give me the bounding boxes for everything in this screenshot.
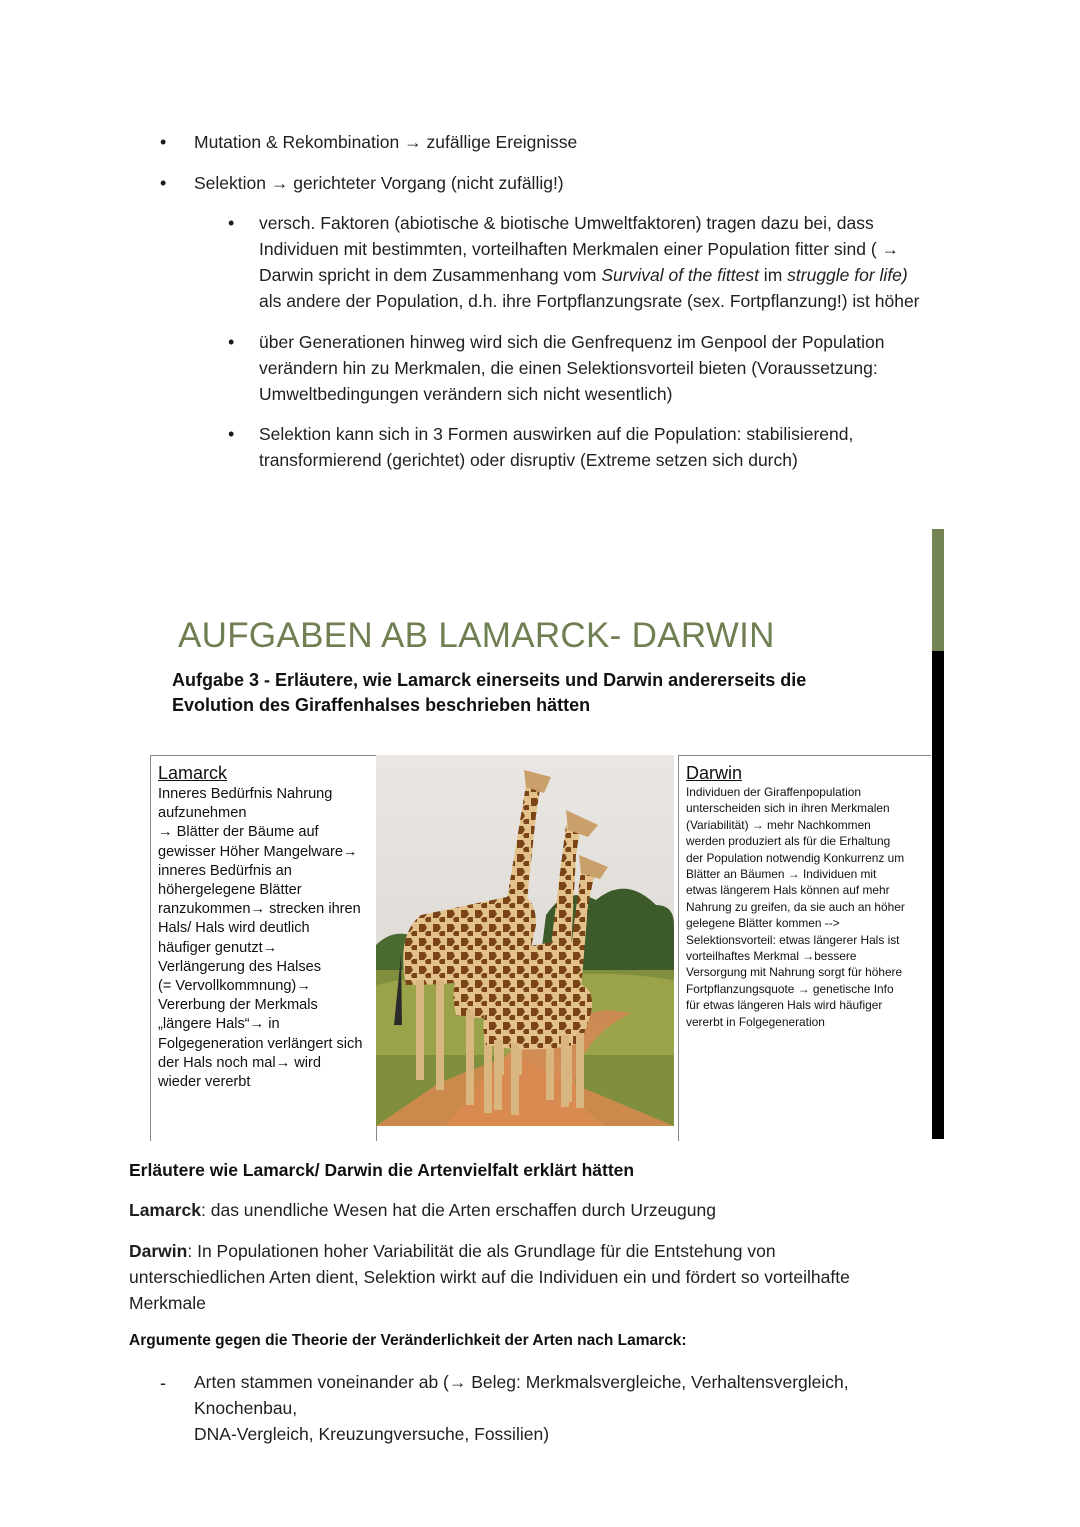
- text-line: über Generationen hinweg wird sich die Genfrequenz im Genpool der Population: [259, 332, 885, 352]
- text-span: : das unendliche Wesen hat die Arten erschaffen durch Urzeugung: [201, 1200, 716, 1220]
- sub-bullet-dot: •: [228, 424, 235, 444]
- task-line: Evolution des Giraffenhalses beschrieben hätten: [172, 695, 591, 715]
- text-span: : In Populationen hoher Variabilität die als Grundlage für die Entstehung von: [187, 1241, 776, 1261]
- label-darwin: Darwin: [129, 1241, 188, 1261]
- text-span: im: [758, 265, 788, 285]
- bullet-mutation: Mutation & Rekombination → zufällige Ereignisse: [194, 132, 578, 152]
- italic-term: struggle for life): [787, 265, 908, 285]
- arguments-heading: Argumente gegen die Theorie der Veränderlichkeit der Arten nach Lamarck:: [129, 1332, 687, 1349]
- text-line: [259, 262, 959, 288]
- darwin-text: Individuen der Giraffenpopulation unterscheiden sich in ihren Merkmalen (Variabilität) → mehr Nachkommen werden produziert als für die Erhaltung der Population notwendig Konkurrenz um Blätter an Bäumen → Individuen mit etwas längerem Hals können auf mehr Nahrung zu greifen, da sie auch an höher gelegene Blätter kommen --> Selektionsvorteil: etwas längerer Hals ist vorteilhaftes Merkmal →bessere Versorgung mit Nahrung sorgt für höhere Fortpflanzungsquote → genetische Info für etwas längeren Hals wird häufiger vererbt in Folgegeneration: [686, 785, 905, 1029]
- sub-bullet-dot: •: [228, 213, 235, 233]
- text-line: DNA-Vergleich, Kreuzungversuche, Fossilien): [194, 1424, 550, 1444]
- slide-accent-bar-black: [932, 651, 944, 1139]
- darwin-paragraph: [129, 1238, 919, 1316]
- sub-bullet-formen: [259, 421, 959, 473]
- text-line: [129, 1238, 919, 1264]
- lamarck-text: Inneres Bedürfnis Nahrung aufzunehmen → Blätter der Bäume auf gewisser Höher Mangelware→ inneres Bedürfnis an höhergelegene Blätter ranzukommen→ strecken ihren Hals/ Hals wird deutlich häufiger genutzt→ Verlängerung des Halses (= Vervollkommnung)→ Vererbung der Merkmals „längere Hals“→ in Folgegeneration verlängert sich der Hals noch mal→ wird wieder vererbt: [158, 786, 363, 1091]
- task-heading: [172, 668, 852, 718]
- question-heading: Erläutere wie Lamarck/ Darwin die Artenvielfalt erklärt hätten: [129, 1160, 635, 1180]
- text-span: Darwin spricht in dem Zusammenhang vom: [259, 265, 602, 285]
- sub-bullet-generationen: [259, 329, 959, 407]
- text-line: Merkmale: [129, 1293, 206, 1313]
- sub-bullet-dot: •: [228, 332, 235, 352]
- text-line: Selektion kann sich in 3 Formen auswirken auf die Population: stabilisierend,: [259, 424, 854, 444]
- text-line: Arten stammen voneinander ab (→ Beleg: Merkmalsvergleiche, Verhaltensvergleich, Knochenbau,: [194, 1372, 849, 1418]
- text-line: Individuen mit bestimmten, vorteilhaften Merkmalen einer Population fitter sind ( →: [259, 239, 900, 259]
- slide-title: AUFGABEN AB LAMARCK- DARWIN: [178, 616, 775, 655]
- text-line: verändern hin zu Merkmalen, die einen Selektionsvorteil bieten (Voraussetzung:: [259, 358, 878, 378]
- text-line: als andere der Population, d.h. ihre Fortpflanzungsrate (sex. Fortpflanzung!) ist höher: [259, 291, 920, 311]
- text-line: transformierend (gerichtet) oder disruptiv (Extreme setzen sich durch): [259, 450, 798, 470]
- text-line: Umweltbedingungen verändern sich nicht wesentlich): [259, 384, 673, 404]
- bullet-dot: •: [160, 173, 167, 193]
- text-line: unterschiedlichen Arten dient, Selektion wirkt auf die Individuen ein und fördert so vorteilhafte: [129, 1267, 850, 1287]
- lamarck-paragraph: [129, 1197, 919, 1223]
- sub-bullet-faktoren: [259, 210, 959, 314]
- bullet-dot: •: [160, 132, 167, 152]
- dash-marker: -: [160, 1373, 166, 1393]
- task-line: Aufgabe 3 - Erläutere, wie Lamarck einerseits und Darwin andererseits die: [172, 670, 807, 690]
- italic-term: Survival of the fittest: [601, 265, 759, 285]
- text-line: versch. Faktoren (abiotische & biotische Umweltfaktoren) tragen dazu bei, dass: [259, 213, 874, 233]
- bullet-selektion: Selektion → gerichteter Vorgang (nicht zufällig!): [194, 173, 564, 193]
- label-lamarck: Lamarck: [129, 1200, 201, 1220]
- slide-accent-bar-green: [932, 529, 944, 651]
- giraffe-photo: [376, 755, 674, 1126]
- darwin-heading: Darwin: [686, 763, 743, 783]
- lamarck-heading: Lamarck: [158, 763, 228, 783]
- argument-item: [194, 1369, 954, 1447]
